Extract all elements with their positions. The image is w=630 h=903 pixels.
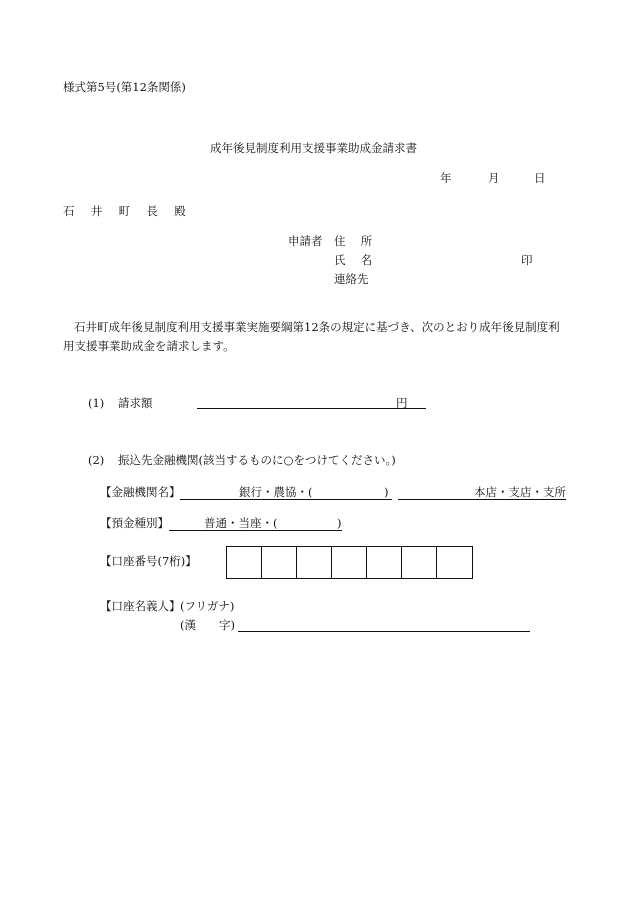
account-digit-box[interactable] (437, 547, 472, 578)
account-label: 【口座番号(7桁)】 (100, 554, 197, 568)
body-text-line1: 石井町成年後見制度利用支援事業実施要綱第12条の規定に基づき、次のとおり成年後見制度利 (74, 320, 560, 334)
date-day-label: 日 (534, 171, 546, 185)
addressee: 石 井 町 長 殿 (63, 204, 193, 218)
holder-label: 【口座名義人】 (100, 599, 181, 613)
applicant-address-label: 住 所 (334, 234, 378, 248)
account-digit-box[interactable] (332, 547, 367, 578)
seal-mark: 印 (521, 253, 533, 267)
bank-types-close: ) (384, 485, 389, 499)
account-digit-box[interactable] (402, 547, 437, 578)
bank-types: 銀行・農協・( (239, 485, 313, 499)
item1-label: 請求額 (118, 396, 153, 410)
account-digit-box[interactable] (367, 547, 402, 578)
form-number: 様式第5号(第12条関係) (63, 80, 186, 94)
date-year-label: 年 (440, 171, 452, 185)
holder-name-field[interactable] (238, 617, 530, 632)
applicant-name-label: 氏 名 (334, 253, 378, 267)
date-month-label: 月 (488, 171, 500, 185)
deposit-label: 【預金種別】 (100, 516, 169, 530)
item1-number: (1) (88, 396, 105, 410)
form-title: 成年後見制度利用支援事業助成金請求書 (210, 141, 417, 155)
body-text-line2: 用支援事業助成金を請求します。 (63, 339, 235, 353)
bank-label: 【金融機関名】 (100, 485, 181, 499)
applicant-label: 申請者 (288, 234, 323, 248)
account-digit-box[interactable] (227, 547, 262, 578)
deposit-types: 普通・当座・( (204, 516, 278, 530)
claim-amount-field[interactable] (197, 395, 426, 409)
account-digit-box[interactable] (297, 547, 332, 578)
holder-kanji-label: (漢 字) (180, 618, 235, 632)
item2-label: 振込先金融機関(該当するものに○をつけてください。) (118, 453, 396, 467)
deposit-types-close: ) (337, 516, 342, 530)
account-digit-box[interactable] (262, 547, 297, 578)
holder-furigana-label: (フリガナ) (180, 599, 235, 613)
item1-unit: 円 (396, 396, 408, 410)
item2-number: (2) (88, 453, 105, 467)
account-number-boxes (226, 546, 473, 579)
applicant-contact-label: 連絡先 (334, 272, 369, 286)
branch-types: 本店・支店・支所 (474, 485, 566, 499)
